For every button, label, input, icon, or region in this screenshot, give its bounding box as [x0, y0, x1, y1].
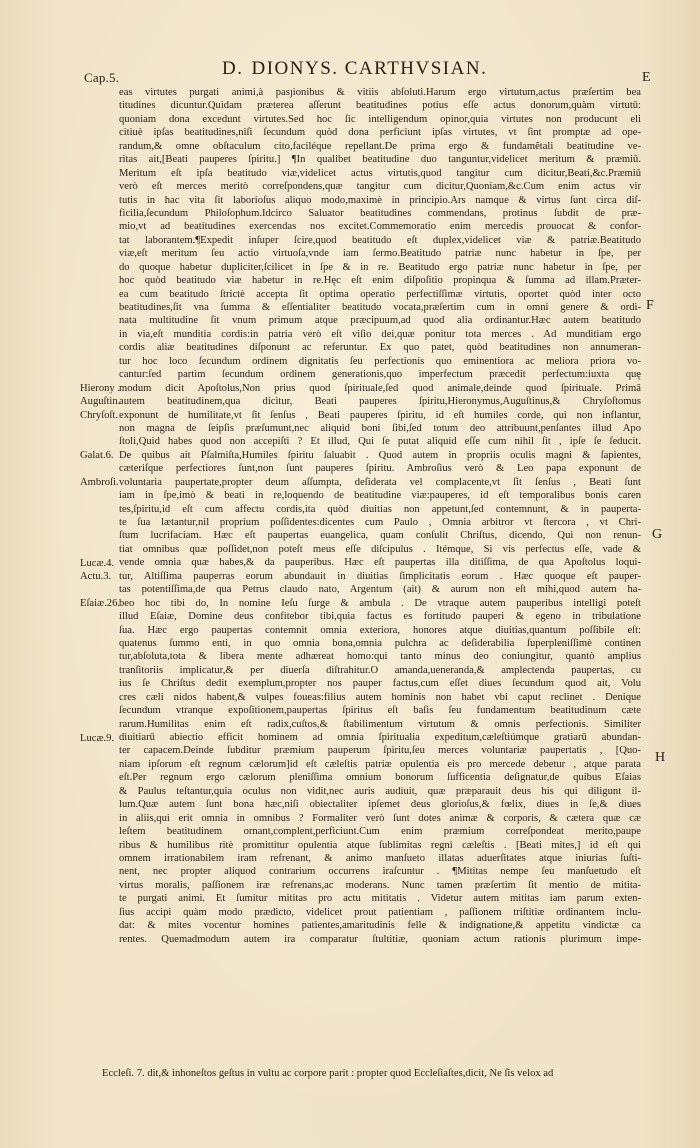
text-line: cæteriſque perfectiores ſunt,non ſunt pauperes ſpiritu. Ambroſius verò & Leo papa exponunt de: [119, 463, 641, 475]
running-head-text: DIONYS. CARTHVSIAN.: [251, 58, 488, 79]
text-line: beo hoc tibi do, In nomine Ieſu ſurge & ambula . De vtraque autem pauperibus intelligi poteſt: [119, 597, 641, 609]
text-line: randum,& omne obſtaculum cito,faciléque repellant.De prima ergo & fundamẽtali beatitudine ve-: [119, 140, 641, 152]
text-line: leſtem beatitudinem ornant,complent,perficiunt.Cum enim præmium correſpondeat merito,paupe: [119, 826, 641, 838]
text-line: nata multitudine ſit vnum primum atque præcipuum,ad quod alia ordinantur.Hæc autem beatitudo: [119, 315, 641, 327]
text-line: illud Eſaiæ, Domine deus confitebor tibi,quia factus es fortitudo pauperi & egeno in tribulatione: [119, 611, 641, 623]
text-line: exponunt de humilitate,vt ſit ſenſus , Beati pauperes ſpiritu, id eſt humiles corde, qui non inflantur,: [119, 409, 641, 421]
running-header: [0, 58, 700, 88]
text-line: cordis aliæ beatitudines diſponunt ac referuntur. Ex quo patet, quòd beatitudines non annumeran-: [119, 342, 641, 354]
text-line: diuitiarū abiectio efficit hominem ad omnia ſpiritualia expeditum,cæleſtiúmque gratiarū abundan-: [119, 732, 641, 743]
text-line: iam in ſpe,imò & beati in re,loquendo de beatitudine viæ:pauperes, id eſt temporalibus bonis caren: [119, 490, 641, 502]
text-line: ea cum beatitudo ſtrictè accepta ſit optima operatio perfectiſſimæ virtutis, oportet quòd inter octo: [119, 288, 641, 300]
text-line: verò eſt merces meritò correſpondens,quæ tangitur cum dicitur,Quoniam,&c.Cum enim actus vir: [119, 181, 641, 193]
signature-letter-e: E: [642, 70, 651, 85]
text-line: ius ſe Chriſtus dedit exemplum,propter nos pauper factus,cum eſſet diues ſecundum quod ait, Volu: [119, 678, 641, 690]
text-line: cres cæli nidos habent,& vulpes foueas:filius autem hominis non habet vbi caput reclinet . Denique: [119, 691, 641, 703]
text-line: in via,eſt munditia cordis:in patria verò eſt viſio dei,quæ ponitur tota merces . Ad munditiam ergo: [119, 328, 641, 340]
text-line: omnem irrationabilem iram refrenant, & animo manſueto illatas aduerſitates atque iniurias ſuſti-: [119, 852, 641, 864]
signature-letter-f: F: [646, 298, 654, 313]
text-line: nent, nec propter aliquod contrarium occurrens iraſcuntur . ¶Mititas nempe ſeu manſuetudo eſt: [119, 866, 641, 878]
text-line: tutis in hac vita ſit laborioſus aliquo modo,maximè in principio.Ars namque & virtus ſunt circa diſ-: [119, 194, 641, 206]
text-line: tas potentiſſima,de qua Petrus claudo nato, Argentum (ait) & aurum non eſt mihi,quod autem ha-: [119, 584, 641, 596]
text-line: ſecundum vtranque expoſitionem,paupertas ſpiritus eſt baſis ſeu fundamentum beatitudinum cæte: [119, 705, 641, 717]
margin-note: Hierony .: [80, 382, 121, 394]
text-line: non magna de ſeipſis præſumunt,nec aliquid boni ſibi,ſed totum deo attribuunt,penſantes illud Apo: [119, 422, 641, 434]
text-line: titudines dicuntur.Quidam præterea aſſerunt beatitudines potius eſſe actus donorum,quàm virtutū:: [119, 100, 641, 112]
margin-note: Galat.6.: [80, 450, 114, 462]
text-line: rarum.Humilitas enim eſt radix,cuſtos,& ſtabilimentum virtutum & omnis perfectionis. Similiter: [119, 718, 641, 730]
body-text: [119, 86, 641, 946]
text-line: rentes. Quemadmodum autem ira comparatur ſtultitiæ, quoniam actum rationis plurimum impe-: [119, 933, 641, 945]
text-line: ribus & humilibus ritè promittitur opulentia atque ſublimitas regni cæleſtis . [Beati mites,] id eſt qui: [119, 839, 641, 851]
text-line: niam ipſorum eſt regnum cælorum]id eſt cæleſtis patriæ opulentia eis pro mercede debetur , atque parata: [119, 758, 641, 770]
text-line: vende omnia quæ habes,& da pauperibus. Hæc eſt paupertas illa ditiſſima, de qua Apoſtolus loqui-: [119, 557, 641, 569]
margin-note: Lucæ.4.: [80, 557, 115, 569]
text-line: ſtum lucrifaciam. Hæc eſt paupertas euangelica, quam conſulit Chriſtus, dicendo, Qui non renun-: [119, 530, 641, 542]
last-line: [102, 1068, 662, 1079]
text-line: eas virtutes purgati animi,à pasȷionibus & vitiis abſoluti.Harum ergo virtutum,actus præſertim bea: [119, 87, 641, 98]
text-line: ficilia,ſecundum Philoſophum.Idcirco Saluator beatitudines commendans, protinus ſubdit de præ-: [119, 207, 641, 219]
text-line: autem beatitudinem,qua dicitur, Beati pauperes ſpiritu,Hieronymus,Auguſtinus,& Chryſoſtomus: [119, 396, 641, 408]
running-head-initial: D.: [222, 58, 244, 79]
text-line: & Paulus teſtantur,quia oculus non vidit,nec auris audiuit, quæ præparauit deus his qui diligunt il-: [119, 785, 641, 797]
margin-note: Ambroſi.: [80, 477, 119, 489]
text-line: tur hoc loco ſecundum ordinem dignitatis ſeu perfectionis quo eminentiora ac meliora priora vo-: [119, 355, 641, 367]
text-line: lum.Quæ autem ſunt bona hæc,niſi obiectaliter ipſemet deus glorioſus,& fœlix, diues in ſe,& diues: [119, 799, 641, 811]
text-line: ſius accipi quàm modo prædicto, videlicet prout patientiam , paſſionem triſtitiæ ordinantem inclu-: [119, 906, 641, 918]
text-line: do quoque habetur dupliciter,ſcilicet in ſpe & in re. Beatitudo ergo patriæ nunc habetur in ſpe, per: [119, 261, 641, 273]
text-line: ritas ait,[Beati pauperes ſpiritu.] ¶In qualibet beatitudine duo tanguntur,videlicet meritum & præmiū.: [119, 154, 641, 166]
margin-note: Chryſoſt.: [80, 409, 118, 421]
text-line: tiat omnibus quæ poſſidet,non poteſt meus eſſe diſcipulus . Itémque, Si vis perfectus eſſe, vade &: [119, 543, 641, 555]
text-line: tur, Altiſſima pauperras eorum abundauit in diuitias ſimplicitatis eorum . Hæc quoque eſt pauper-: [119, 570, 641, 582]
text-line: mio,vt ad beatitudines exercendas nos excitet.Commemoratio enim mercedis prouocat & confor-: [119, 221, 641, 233]
text-line: dat: & mites vocentur homines patientes,amaritudinis felle & indignatione,& appetitu vindictæ ca: [119, 920, 641, 932]
text-line: ſua. Hæc ergo paupertas contemnit omnia exteriora, honores atque diuitias,quantum poſſibile eſt:: [119, 624, 641, 636]
margin-note: Auguſtin.: [80, 396, 121, 408]
margin-note: Actu.3.: [80, 571, 112, 583]
margin-note: Lucæ.9.: [80, 732, 115, 744]
signature-letter-h: H: [655, 750, 666, 765]
text-line: te purgati animi. Et ſumitur mititas pro actu mititatis . Videtur autem mititas iam parum exten-: [119, 893, 641, 905]
text-line: De quibus ait Pſalmiſta,Humiles ſpiritu ſaluabit . Quod autem in propriis oculis magni & ſapientes,: [119, 449, 641, 461]
text-line: voluntaria paupertate,propter deum aſſumpta, deſiderata vel complacente,vt ſit ſenſus , Beati ſunt: [119, 476, 641, 488]
chapter-label: Cap.5.: [84, 70, 120, 85]
text-line: ter capacem.Deinde ſubditur præmium pauperum ſpiritu,ſeu merces voluntariæ paupertatis , [Quo-: [119, 745, 641, 757]
text-line: tes,ſpiritu,id eſt cum affectu cordis,ita quòd diuitias non appetunt,ſed contemnunt, & in pauperta-: [119, 503, 641, 515]
text-line: quoniam dona excedunt virtutes.Sed hoc ſic intelligendum opinor,quia virtutes non producunt eli: [119, 113, 641, 125]
text-line: viæ,eſt meritum ſeu actio virtuoſa,vnde iam ſermo.Beatitudo patriæ nunc habetur in ſpe, per: [119, 248, 641, 260]
text-line: eſt.Per regnum ergo cælorum pleniſſima omnium bonorum ſufficentia deſignatur,de quibus Eſaias: [119, 772, 641, 784]
margin-note: Eſaiæ.26.: [80, 598, 121, 610]
margin-note-eccles: Eccleſi. 7.: [102, 1068, 145, 1079]
text-line: tranſitoriis implicatur,& per diuerſa diſtrahitur.O amanda,ueneranda,& amplectenda paupertas, cu: [119, 664, 641, 676]
text-line: modum dicit Apoſtolus,Non prius quod ſpirituale,ſed quod animale,deinde quod ſpirituale. Primā: [119, 382, 641, 394]
text-line: te ſua lætantur,nil proprium poſſidentes:dicentes cum Paulo , Omnia arbitror vt ſtercora , vt Chri-: [119, 517, 641, 528]
text-line: quatenus ſummo enti, in quo omnia bona,omnia pulchra ac deſiderabilia ſuperpleniſſimè continen: [119, 637, 641, 649]
last-line-text: dit,& inhoneſtos geſtus in vultu ac corpore parit : propter quod Eccleſiaſtes,dicit, Ne ſis velox ad: [147, 1068, 554, 1079]
text-line: Meritum eſt ipſa beatitudo viæ,videlicet actus virtutis,quod tangitur cum dicitur,Beati,&c.Præmiū: [119, 167, 641, 179]
text-line: virtus moralis, paſſionem iræ refrenans,ac moderans. Nunc tamen præſertim ſit mentio de mitita-: [119, 879, 641, 891]
text-line: in aliis,qui erit omnia in omnibus ? Formaliter verò ſunt dotes animæ & corporis, & cætera quæ cæ: [119, 812, 641, 824]
text-line: ſtoli,Quid habes quod non accepiſti ? Et illud, Qui ſe putat aliquid eſſe cum nihil ſit , ipſe ſe ſeducit.: [119, 436, 641, 448]
running-head-title: [222, 58, 487, 80]
signature-letter-g: G: [652, 527, 663, 542]
text-line: tat laborantem.¶Expedit inſuper ſcire,quod beatitudo eſt duplex,videlicet viæ & patriæ.Beatitudo: [119, 234, 641, 246]
text-line: hoc quòd beatitudo viæ habetur in re.Hęc eſt enim diſpoſitio propinqua & ſumma ad illam.Præter-: [119, 275, 641, 287]
text-line: cantur:ſed partim ſecundum ordinem generationis,quo imperfectum præcedit perfectum:iuxta quę: [119, 369, 641, 381]
text-line: beatitudines,ſit vna ſumma & eſſentialiter beatitudo vocata,præſertim cum in omni genere & ordi-: [119, 302, 641, 313]
text-line: citiuè ipſas beatitudines,niſi ſecundum quòd dona perficiunt ipſas virtutes, vt ſint promptæ ad ope-: [119, 127, 641, 139]
text-line: tur,abſoluta,tota & libera mente adhæreat homo:qui tanto minus deo coniungitur, quantò amplius: [119, 651, 641, 663]
